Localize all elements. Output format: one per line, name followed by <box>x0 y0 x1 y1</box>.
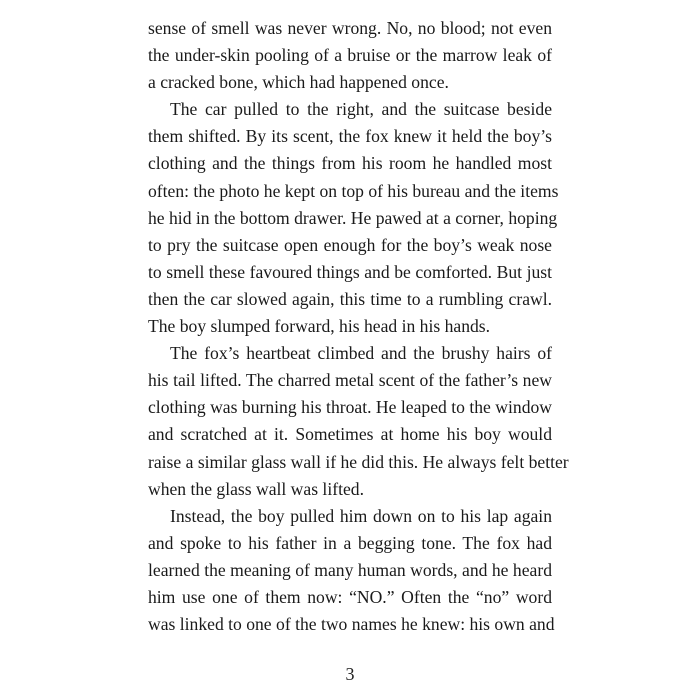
text-line: often: the photo he kept on top of his bureau and the items <box>148 180 559 201</box>
text-line: clothing and the things from his room he handled most <box>148 153 552 174</box>
text-line: he hid in the bottom drawer. He pawed at a corner, hoping <box>148 207 558 228</box>
text-line: when the glass wall was lifted. <box>148 478 364 499</box>
paragraph <box>148 96 559 340</box>
text-line: a cracked bone, which had happened once. <box>148 72 449 93</box>
text-line: them shifted. By its scent, the fox knew it held the boy’s <box>148 126 552 147</box>
paragraph <box>148 503 555 638</box>
text-line: raise a similar glass wall if he did this. He always felt better <box>148 451 569 472</box>
text-line: learned the meaning of many human words, and he heard <box>148 559 552 580</box>
text-line: sense of smell was never wrong. No, no blood; not even <box>148 18 552 38</box>
text-line: then the car slowed again, this time to a rumbling crawl. <box>148 288 552 309</box>
body-text <box>148 15 569 638</box>
text-line: Instead, the boy pulled him down on to his lap again <box>170 505 552 526</box>
text-line: to pry the suitcase open enough for the boy’s weak nose <box>148 234 552 255</box>
text-line: was linked to one of the two names he knew: his own and <box>148 614 555 635</box>
text-line: The boy slumped forward, his head in his hands. <box>148 316 491 337</box>
text-line: clothing was burning his throat. He leaped to the window <box>148 397 552 418</box>
page-number: 3 <box>345 664 355 684</box>
paragraph <box>148 340 569 503</box>
text-line: and scratched at it. Sometimes at home his boy would <box>148 424 552 445</box>
text-line: to smell these favoured things and be comforted. But just <box>148 261 552 282</box>
text-line: The fox’s heartbeat climbed and the brushy hairs of <box>170 343 552 364</box>
text-line: him use one of them now: “NO.” Often the “no” word <box>148 586 552 607</box>
paragraph <box>148 15 552 96</box>
text-line: The car pulled to the right, and the suitcase beside <box>170 99 552 120</box>
text-line: and spoke to his father in a begging tone. The fox had <box>148 532 552 553</box>
text-line: the under-skin pooling of a bruise or the marrow leak of <box>148 45 552 66</box>
text-line: his tail lifted. The charred metal scent of the father’s new <box>148 370 552 391</box>
